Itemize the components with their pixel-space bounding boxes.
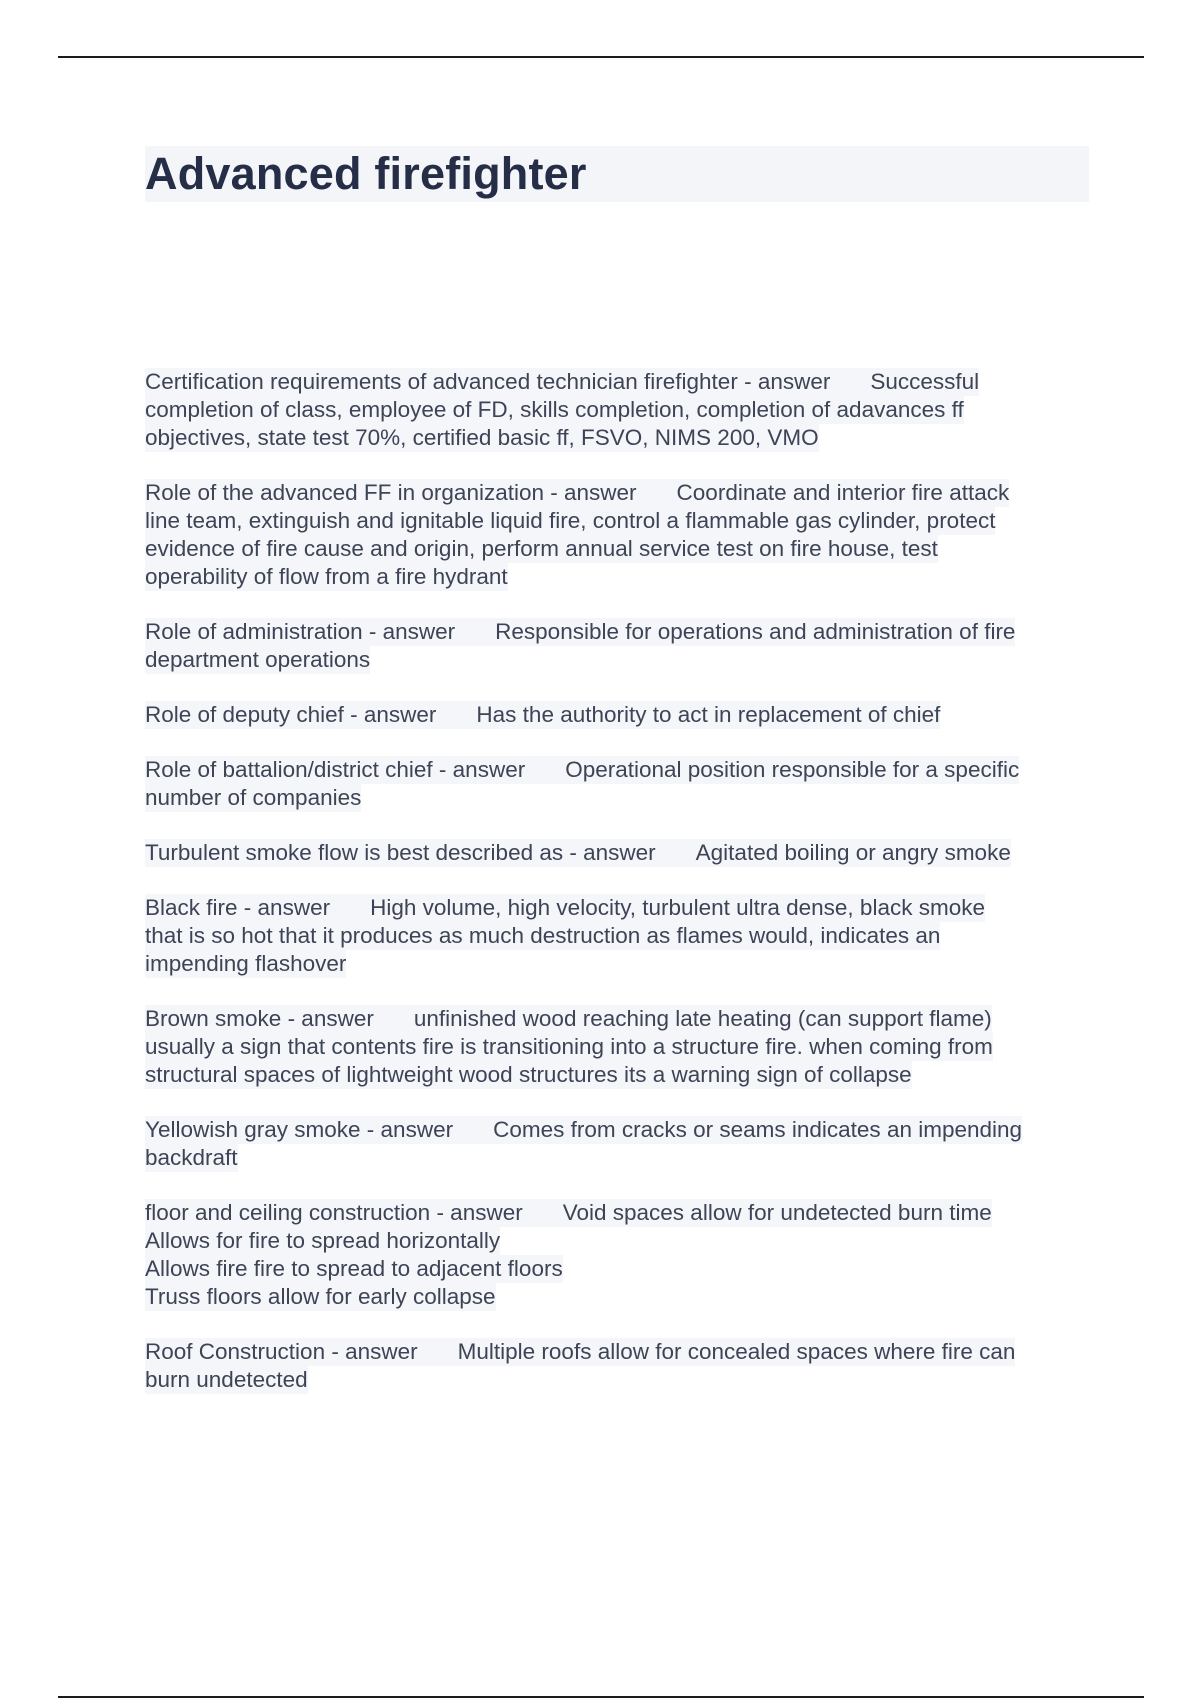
qa-entry [145, 1338, 1095, 1394]
answer-text: Void spaces allow for undetected burn time [562, 1200, 992, 1225]
answer-continuation: backdraft [145, 1145, 238, 1170]
answer-text: Has the authority to act in replacement of chief [476, 702, 941, 727]
question-text: Turbulent smoke flow is best described as [145, 840, 564, 865]
answer-continuation: completion of class, employee of FD, skills completion, completion of adavances ff [145, 397, 964, 422]
top-rule [58, 56, 1144, 58]
answer-continuation: number of companies [145, 785, 362, 810]
answer-separator: - answer [436, 1200, 523, 1225]
answer-continuation: Truss floors allow for early collapse [145, 1284, 496, 1309]
bottom-rule [58, 1696, 1144, 1698]
answer-separator: - answer [331, 1339, 418, 1364]
qa-entry [145, 479, 1095, 591]
question-text: Role of administration [145, 619, 363, 644]
qa-entry [145, 756, 1095, 812]
question-text: Role of the advanced FF in organization [145, 480, 544, 505]
answer-separator: - answer [744, 369, 831, 394]
answer-text: Agitated boiling or angry smoke [695, 840, 1011, 865]
qa-first-line [145, 756, 1019, 784]
answer-continuation: usually a sign that contents fire is transitioning into a structure fire. when coming from [145, 1034, 993, 1059]
answer-text: Multiple roofs allow for concealed spaces where fire can [457, 1339, 1016, 1364]
qa-list [145, 368, 1095, 1421]
answer-continuation: burn undetected [145, 1367, 308, 1392]
qa-first-line [145, 701, 940, 729]
qa-first-line [145, 894, 985, 922]
question-text: Brown smoke [145, 1006, 282, 1031]
answer-continuation: Allows fire fire to spread to adjacent floors [145, 1256, 563, 1281]
answer-text: Comes from cracks or seams indicates an impending [493, 1117, 1023, 1142]
answer-continuation: that is so hot that it produces as much destruction as flames would, indicates an [145, 923, 941, 948]
qa-entry [145, 1199, 1095, 1311]
answer-separator: - answer [287, 1006, 374, 1031]
answer-text: unfinished wood reaching late heating (can support flame) [413, 1006, 992, 1031]
question-text: Yellowish gray smoke [145, 1117, 361, 1142]
qa-entry [145, 894, 1095, 978]
question-text: Roof Construction [145, 1339, 326, 1364]
qa-first-line [145, 618, 1015, 646]
answer-continuation: objectives, state test 70%, certified basic ff, FSVO, NIMS 200, VMO [145, 425, 819, 450]
qa-first-line [145, 479, 1009, 507]
answer-separator: - answer [350, 702, 437, 727]
qa-first-line [145, 1005, 992, 1033]
answer-continuation: evidence of fire cause and origin, perform annual service test on fire house, test [145, 536, 938, 561]
qa-entry [145, 701, 1095, 729]
qa-entry [145, 839, 1095, 867]
answer-separator: - answer [438, 757, 526, 782]
answer-continuation: impending flashover [145, 951, 347, 976]
question-text: Role of battalion/district chief [145, 757, 433, 782]
question-text: floor and ceiling construction [145, 1200, 431, 1225]
page-title: Advanced firefighter [145, 148, 587, 199]
qa-entry [145, 368, 1095, 452]
qa-first-line [145, 1116, 1022, 1144]
answer-continuation: operability of flow from a fire hydrant [145, 564, 508, 589]
question-text: Black fire [145, 895, 238, 920]
answer-text: Operational position responsible for a specific [565, 757, 1020, 782]
question-text: Certification requirements of advanced technician firefighter [145, 369, 738, 394]
answer-text: Successful [870, 369, 980, 394]
qa-entry [145, 1005, 1095, 1089]
qa-first-line [145, 368, 979, 396]
answer-separator: - answer [366, 1117, 454, 1142]
answer-continuation: structural spaces of lightweight wood structures its a warning sign of collapse [145, 1062, 912, 1087]
answer-text: Coordinate and interior fire attack [676, 480, 1010, 505]
qa-first-line [145, 839, 1011, 867]
question-text: Role of deputy chief [145, 702, 344, 727]
answer-continuation: Allows for fire to spread horizontally [145, 1228, 501, 1253]
qa-first-line [145, 1199, 992, 1227]
answer-separator: - answer [243, 895, 331, 920]
qa-entry [145, 618, 1095, 674]
answer-separator: - answer [569, 840, 656, 865]
answer-separator: - answer [368, 619, 456, 644]
answer-continuation: line team, extinguish and ignitable liquid fire, control a flammable gas cylinder, protect [145, 508, 996, 533]
answer-continuation: department operations [145, 647, 371, 672]
qa-first-line [145, 1338, 1015, 1366]
answer-text: Responsible for operations and administration of fire [495, 619, 1016, 644]
qa-entry [145, 1116, 1095, 1172]
answer-text: High volume, high velocity, turbulent ultra dense, black smoke [370, 895, 985, 920]
answer-separator: - answer [550, 480, 637, 505]
